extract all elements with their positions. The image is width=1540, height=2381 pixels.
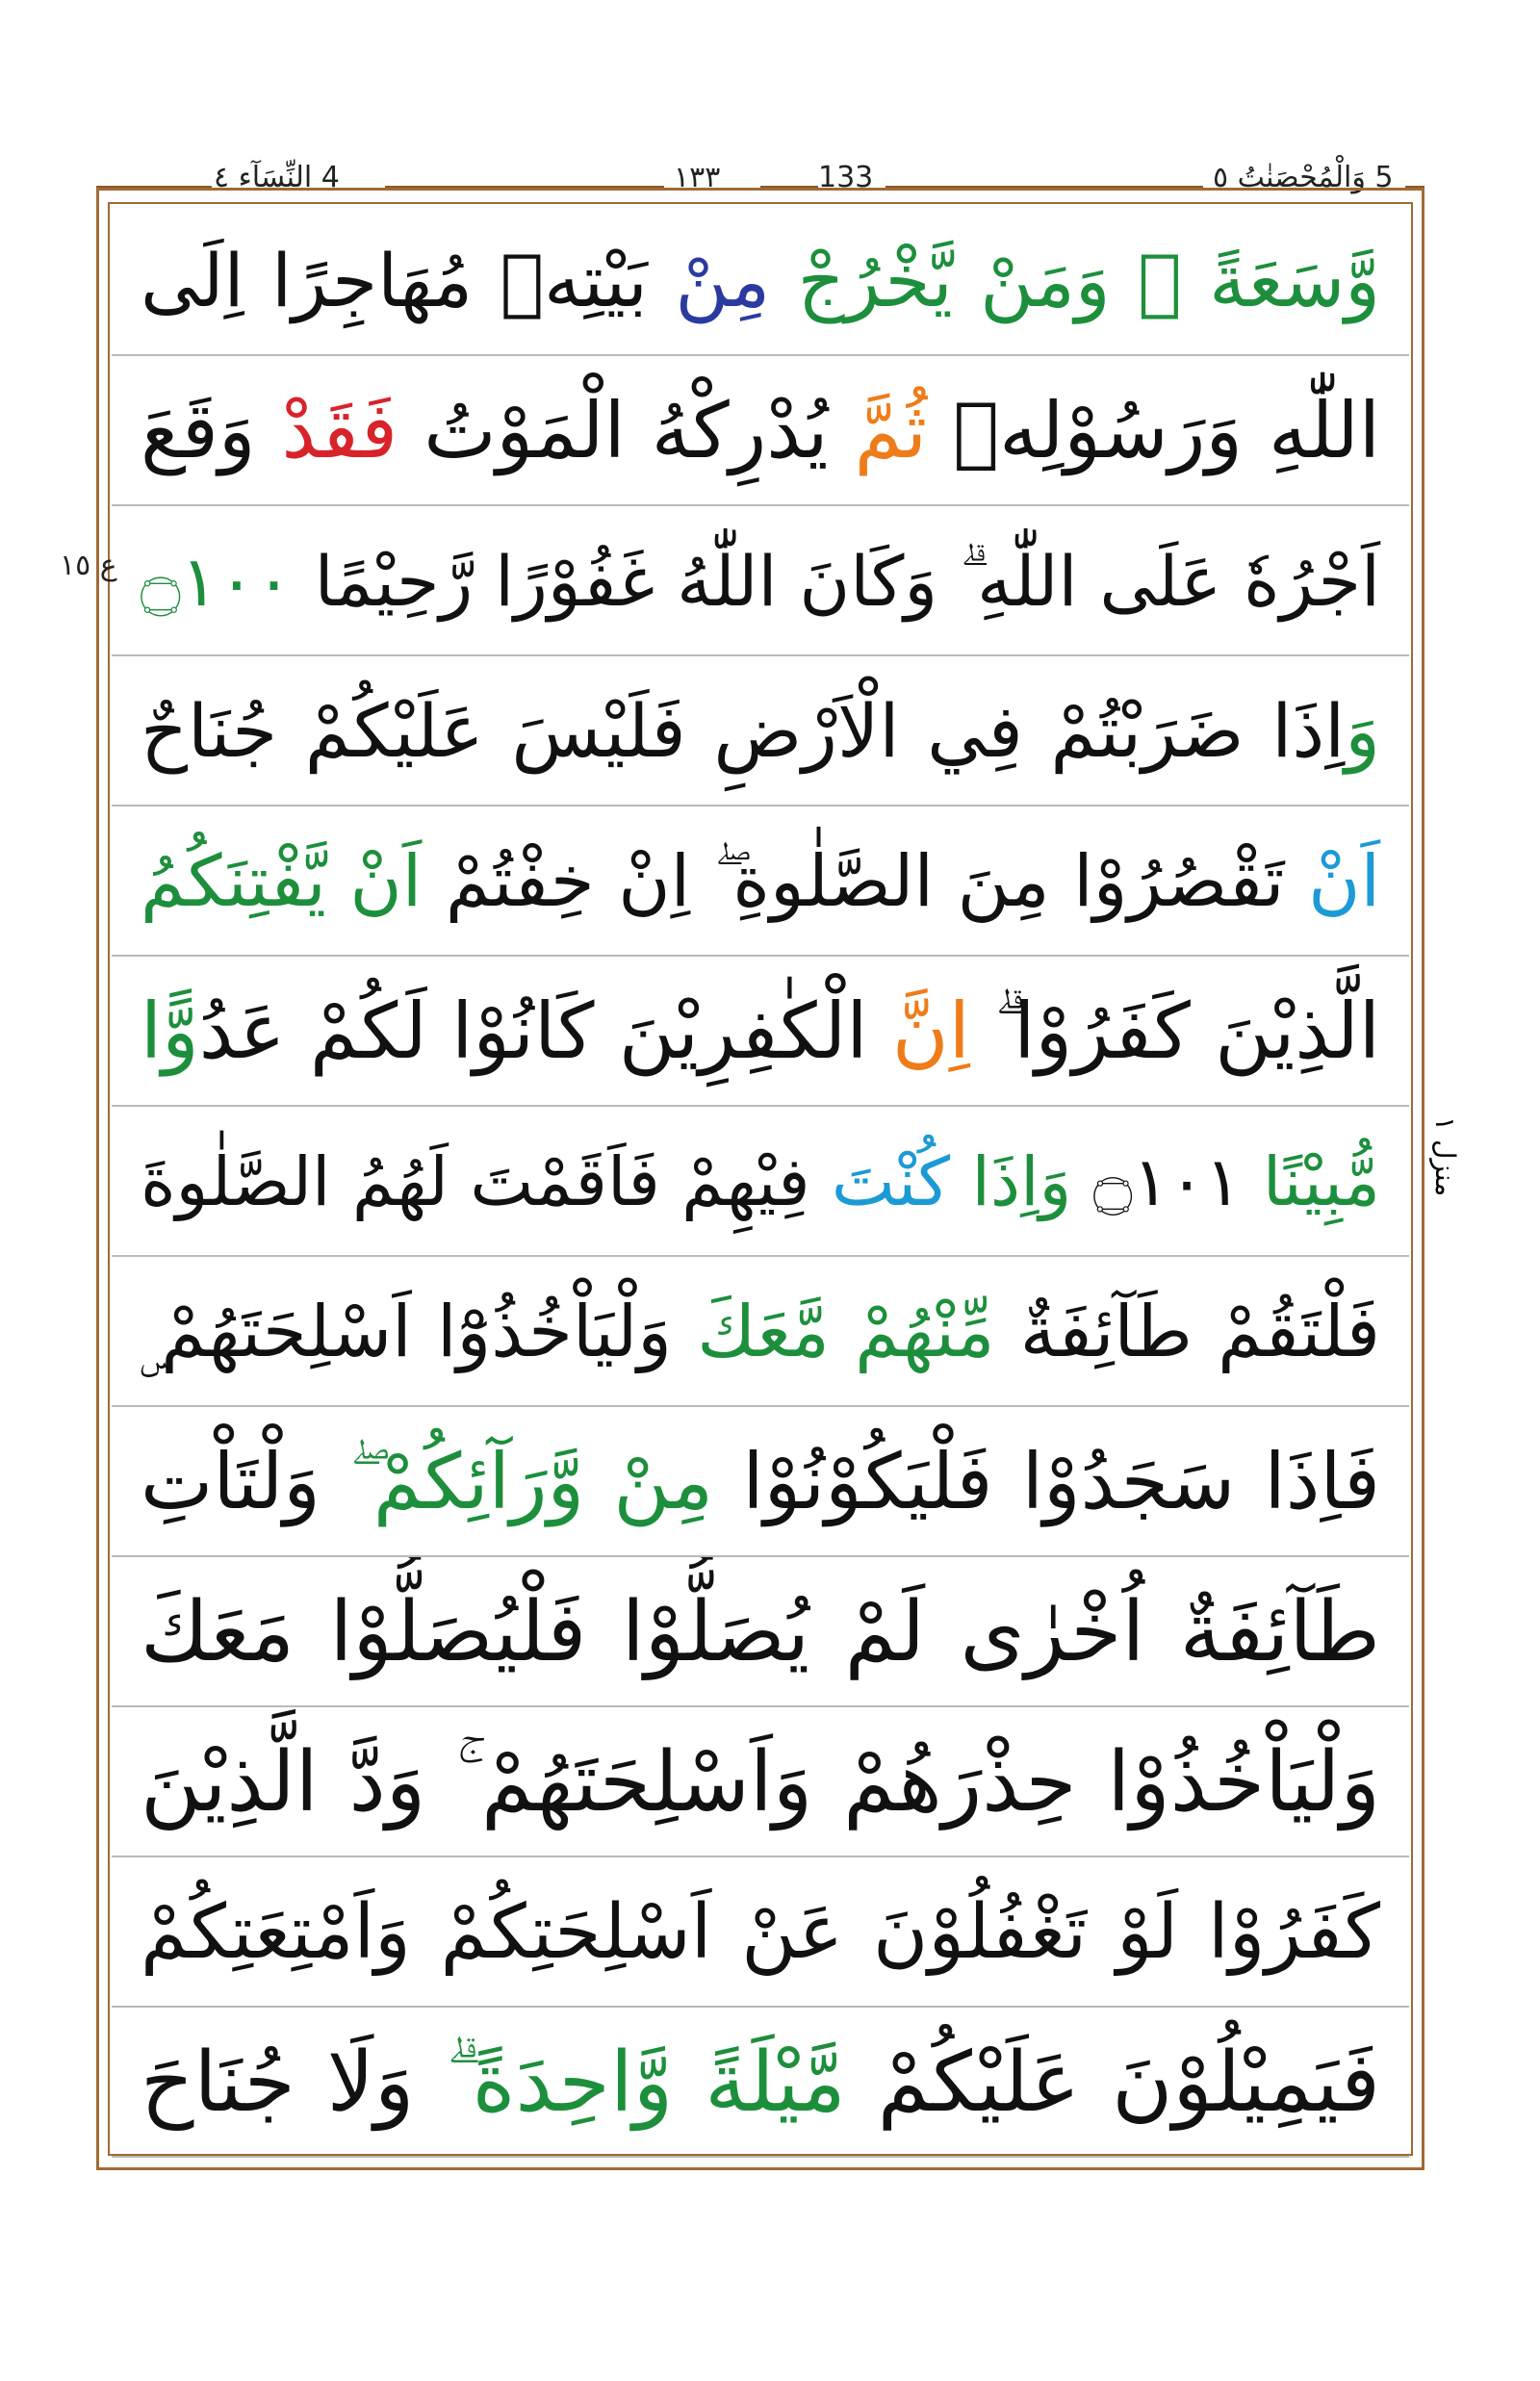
- text-line: [112, 1107, 1409, 1257]
- text-line-content: [141, 1557, 1380, 1707]
- text-line-content: [141, 356, 1380, 506]
- text-segment: الَّذِيْنَ كَفَرُوْا ۗ: [969, 986, 1380, 1076]
- text-segment: ۗ وَلَا جُنَاحَ: [141, 2035, 447, 2131]
- text-line-content: [141, 506, 1380, 656]
- text-line: [112, 506, 1409, 656]
- text-line-content: [141, 206, 1380, 356]
- text-segment: فِيْهِمْ فَاَقَمْتَ لَهُمُ الصَّلٰوةَ: [141, 1142, 810, 1221]
- text-segment: اِنَّ: [867, 986, 970, 1076]
- text-segment: مُّبِيْنًا: [1241, 1142, 1381, 1221]
- text-line: [112, 1257, 1409, 1407]
- text-line: [112, 1707, 1409, 1857]
- text-segment: وَاِذَا: [950, 1142, 1072, 1221]
- ruku-marker: ع ١٥: [60, 549, 117, 582]
- text-segment: فَلْتَقُمْ طَآئِفَةٌ: [994, 1291, 1380, 1373]
- text-segment: فَيَمِيْلُوْنَ عَلَيْكُمْ: [845, 2035, 1380, 2131]
- text-segment: مَّيْلَةً وَّاحِدَةً: [446, 2035, 846, 2131]
- text-line: [112, 2008, 1409, 2158]
- text-segment: ۝١٠١: [1071, 1142, 1242, 1221]
- text-segment: مِنْ: [647, 238, 771, 323]
- manzil-marker-container: [1429, 1116, 1461, 1251]
- text-line: [112, 806, 1409, 957]
- text-segment: مِنْ وَّرَآئِكُمْ: [349, 1437, 714, 1526]
- text-line-content: [141, 1407, 1380, 1557]
- text-segment: طَآئِفَةٌ اُخْرٰى لَمْ يُصَلُّوْا فَلْيُصَلُّوْا مَعَكَ: [141, 1584, 1380, 1680]
- text-segment: يُدْرِكْهُ الْمَوْتُ: [398, 386, 829, 475]
- text-segment: تَقْصُرُوْا مِنَ الصَّلٰوةِ ۖ اِنْ خِفْتُمْ: [422, 840, 1285, 923]
- text-segment: الْكٰفِرِيْنَ كَانُوْا لَكُمْ عَدُ: [198, 986, 868, 1076]
- text-line-content: [141, 2008, 1380, 2158]
- text-line: [112, 1407, 1409, 1557]
- text-line-content: [141, 1707, 1380, 1857]
- manzil-marker: منزل ١: [1429, 1116, 1461, 1197]
- text-segment: اَنْ يَّفْتِنَكُمُ: [141, 840, 423, 923]
- text-line-content: [141, 1857, 1380, 2008]
- text-segment: كُنْتَ: [809, 1142, 951, 1221]
- text-segment: وَّسَعَةً ۚ: [1110, 238, 1380, 323]
- text-line: [112, 656, 1409, 806]
- page-number: 133: [818, 161, 874, 194]
- page-number-arabic: ١٣٣: [674, 161, 721, 194]
- text-line-content: [141, 1257, 1380, 1407]
- text-segment: وَقَعَ: [141, 386, 256, 475]
- text-segment: فَقَدْ: [255, 386, 398, 475]
- text-segment: فَاِذَا سَجَدُوْا فَلْيَكُوْنُوْا: [713, 1437, 1381, 1526]
- text-line: [112, 356, 1409, 506]
- text-line-content: [141, 1107, 1380, 1257]
- text-segment: ثُمَّ: [828, 386, 928, 475]
- text-segment: اَنْ: [1284, 840, 1381, 923]
- text-segment: وَ: [1345, 688, 1380, 774]
- text-line: [112, 957, 1409, 1107]
- text-line: [112, 1557, 1409, 1707]
- text-line-content: [141, 957, 1380, 1107]
- text-segment: اَجْرُهٗ عَلَى اللّٰهِ ۗ وَكَانَ اللّٰهُ غَفُوْرًا رَّحِيْمًا: [292, 541, 1380, 622]
- text-line: [112, 1857, 1409, 2008]
- text-segment: ۝١٠٠: [140, 541, 293, 622]
- text-segment: اللّٰهِ وَرَسُوْلِهٖ: [927, 386, 1380, 475]
- juz-name: 5 وَالْمُحْصَنٰتُ ٥: [1213, 161, 1394, 194]
- text-line: [112, 206, 1409, 356]
- text-segment: مِّنْهُمْ مَّعَكَ: [672, 1291, 995, 1373]
- text-segment: وَلْيَاْخُذُوْٓا اَسْلِحَتَهُمْ ۣ: [141, 1291, 672, 1373]
- text-line-content: [141, 806, 1380, 957]
- text-segment: وَمَنْ يَّخْرُجْ: [770, 238, 1111, 323]
- text-segment: كَفَرُوْا لَوْ تَغْفُلُوْنَ عَنْ اَسْلِحَتِكُمْ وَاَمْتِعَتِكُمْ: [141, 1889, 1380, 1976]
- text-segment: وَلْيَاْخُذُوْا حِذْرَهُمْ وَاَسْلِحَتَهُمْ ۚ وَدَّ الَّذِيْنَ: [141, 1734, 1380, 1831]
- text-segment: ۖ وَلْتَاْتِ: [141, 1437, 350, 1526]
- text-segment: وًّا: [140, 986, 199, 1076]
- text-segment: اِذَا ضَرَبْتُمْ فِي الْاَرْضِ فَلَيْسَ عَلَيْكُمْ جُنَاحٌ: [141, 688, 1346, 774]
- surah-name: 4 النِّسَآء ٤: [214, 161, 340, 194]
- text-line-content: [141, 656, 1380, 806]
- text-segment: بَيْتِهٖ مُهَاجِرًا اِلَى: [141, 238, 648, 323]
